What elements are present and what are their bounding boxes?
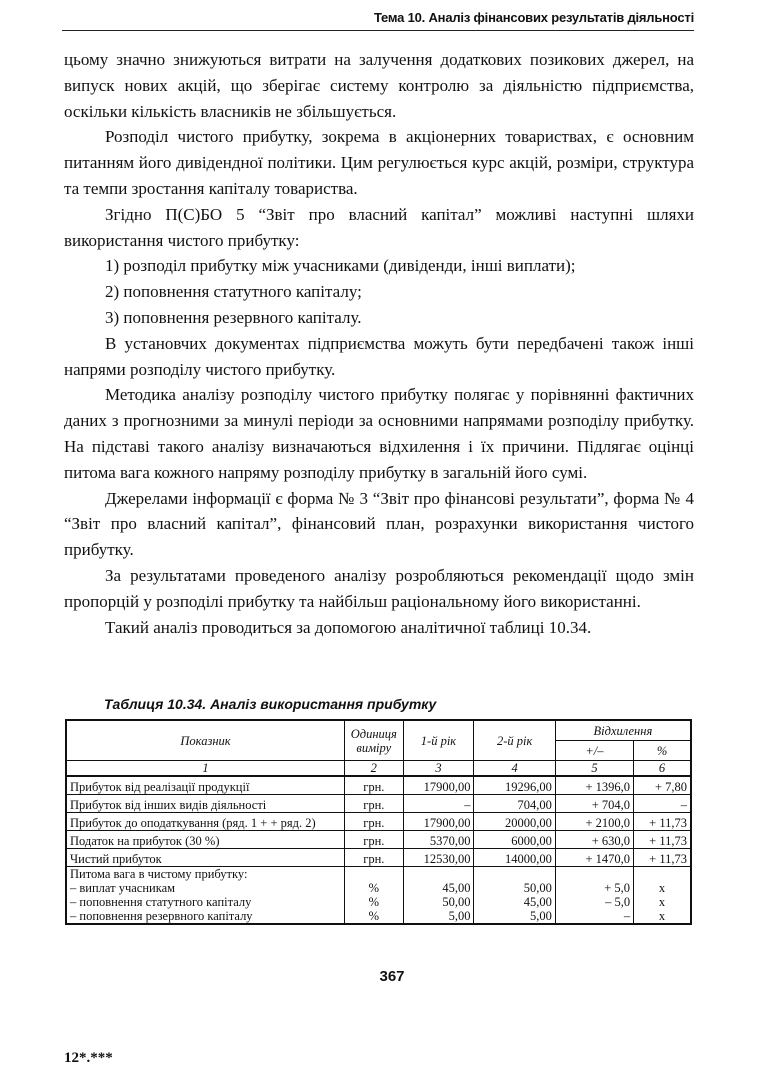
- row-unit: %: [345, 881, 403, 895]
- list-item: 2) поповнення статутного капіталу;: [105, 282, 362, 302]
- list-item: 1) розподіл прибутку між учасниками (дивіденди, інші виплати);: [105, 256, 576, 276]
- row-unit: грн.: [345, 849, 403, 867]
- group-title: Питома вага в чистому прибутку:: [66, 867, 345, 882]
- row-name: Прибуток від реалізації продукції: [66, 776, 345, 795]
- table-group-title-row: [66, 867, 691, 882]
- page-number: 367: [379, 968, 405, 985]
- row-year2: 50,00: [474, 881, 555, 895]
- row-year2: 20000,00: [474, 813, 555, 831]
- row-year2: 6000,00: [474, 831, 555, 849]
- row-name: – виплат учасникам: [66, 881, 345, 895]
- paragraph: Такий аналіз проводиться за допомогою аналітичної таблиці 10.34.: [105, 617, 592, 637]
- table-row: [66, 881, 691, 895]
- row-pct: + 7,80: [634, 776, 691, 795]
- row-unit: грн.: [345, 813, 403, 831]
- paragraph: Згідно П(С)БО 5 “Звіт про власний капітал” можливі наступні шляхи використання чистого прибутку:: [64, 204, 694, 250]
- table-row: [66, 849, 691, 867]
- row-name: Прибуток до оподаткування (ряд. 1 + + ряд. 2): [66, 813, 345, 831]
- paragraph: Методика аналізу розподілу чистого прибутку полягає у порівнянні фактичних даних з прогнозними за минулі періоди за основними напрямами розподілу прибутку. На підставі такого аналізу визначаються відхилення і їх причини. Підлягає оцінці питома вага кожного напряму розподілу прибутку в загальній його сумі.: [64, 385, 694, 482]
- row-unit: %: [345, 909, 403, 924]
- row-pct: + 11,73: [634, 813, 691, 831]
- body-text: [64, 47, 694, 640]
- row-abs: + 5,0: [555, 881, 633, 895]
- col-number: 5: [555, 761, 633, 777]
- analysis-table: [65, 719, 692, 925]
- row-pct: + 11,73: [634, 831, 691, 849]
- row-year2: 704,00: [474, 795, 555, 813]
- col-number: 2: [345, 761, 403, 777]
- row-abs: + 630,0: [555, 831, 633, 849]
- row-unit: грн.: [345, 776, 403, 795]
- col-header-indicator: Показник: [66, 720, 345, 761]
- col-number: 6: [634, 761, 691, 777]
- row-year1: 12530,00: [403, 849, 474, 867]
- row-year1: –: [403, 795, 474, 813]
- row-year2: 19296,00: [474, 776, 555, 795]
- row-pct: х: [634, 881, 691, 895]
- row-unit: грн.: [345, 831, 403, 849]
- row-name: Прибуток від інших видів діяльності: [66, 795, 345, 813]
- row-pct: х: [634, 909, 691, 924]
- list-item: 3) поповнення резервного капіталу.: [105, 307, 362, 327]
- paragraph: За результатами проведеного аналізу розробляються рекомендації щодо змін пропорцій у розподілі прибутку та найбільш раціональному його використанні.: [64, 565, 694, 611]
- col-header-unit: Одиниця виміру: [345, 720, 403, 761]
- row-pct: х: [634, 895, 691, 909]
- table-row: [66, 813, 691, 831]
- row-name: Податок на прибуток (30 %): [66, 831, 345, 849]
- table-caption: Таблиця 10.34. Аналіз використання прибутку: [104, 696, 437, 712]
- row-year1: 17900,00: [403, 776, 474, 795]
- row-year1: 50,00: [403, 895, 474, 909]
- row-unit: %: [345, 895, 403, 909]
- col-header-year1: 1-й рік: [403, 720, 474, 761]
- table-row: [66, 909, 691, 924]
- row-abs: –: [555, 909, 633, 924]
- row-year1: 5370,00: [403, 831, 474, 849]
- table-row: [66, 895, 691, 909]
- header-title: Тема 10. Аналіз фінансових результатів діяльності: [373, 10, 694, 25]
- row-unit: грн.: [345, 795, 403, 813]
- row-pct: + 11,73: [634, 849, 691, 867]
- col-header-deviation: Відхилення: [555, 720, 691, 741]
- paragraph: Джерелами інформації є форма № 3 “Звіт про фінансові результати”, форма № 4 “Звіт про власний капітал”, фінансовий план, розрахунки використання чистого прибутку.: [64, 488, 694, 560]
- row-name: – поповнення резервного капіталу: [66, 909, 345, 924]
- col-number: 3: [403, 761, 474, 777]
- row-abs: + 704,0: [555, 795, 633, 813]
- row-year1: 17900,00: [403, 813, 474, 831]
- paragraph: Розподіл чистого прибутку, зокрема в акціонерних товариствах, є основним питанням його дивідендної політики. Цим регулюється курс акцій, розміри, структура та темпи зростання капіталу товариства.: [64, 127, 694, 198]
- col-header-abs: +/–: [555, 741, 633, 761]
- row-abs: + 2100,0: [555, 813, 633, 831]
- table-row: [66, 795, 691, 813]
- row-year1: 5,00: [403, 909, 474, 924]
- row-name: – поповнення статутного капіталу: [66, 895, 345, 909]
- table-row: [66, 776, 691, 795]
- paragraph: В установчих документах підприємства можуть бути передбачені також інші напрями розподілу чистого прибутку.: [64, 333, 694, 379]
- row-abs: – 5,0: [555, 895, 633, 909]
- row-year1: 45,00: [403, 881, 474, 895]
- row-name: Чистий прибуток: [66, 849, 345, 867]
- row-abs: + 1470,0: [555, 849, 633, 867]
- row-pct: –: [634, 795, 691, 813]
- col-number: 1: [66, 761, 345, 777]
- running-header: [62, 8, 694, 31]
- row-year2: 5,00: [474, 909, 555, 924]
- row-abs: + 1396,0: [555, 776, 633, 795]
- signature-mark: 12*.***: [64, 1050, 113, 1066]
- row-year2: 14000,00: [474, 849, 555, 867]
- col-header-year2: 2-й рік: [474, 720, 555, 761]
- table-header-row: [66, 720, 691, 741]
- col-header-pct: %: [634, 741, 691, 761]
- column-numbers-row: [66, 761, 691, 777]
- paragraph: цьому значно знижуються витрати на залучення додаткових позикових джерел, на випуск нових акцій, що зберігає систему контролю за діяльністю підприємства, оскільки кількість власників не збільшується.: [64, 50, 694, 121]
- col-number: 4: [474, 761, 555, 777]
- table-row: [66, 831, 691, 849]
- row-year2: 45,00: [474, 895, 555, 909]
